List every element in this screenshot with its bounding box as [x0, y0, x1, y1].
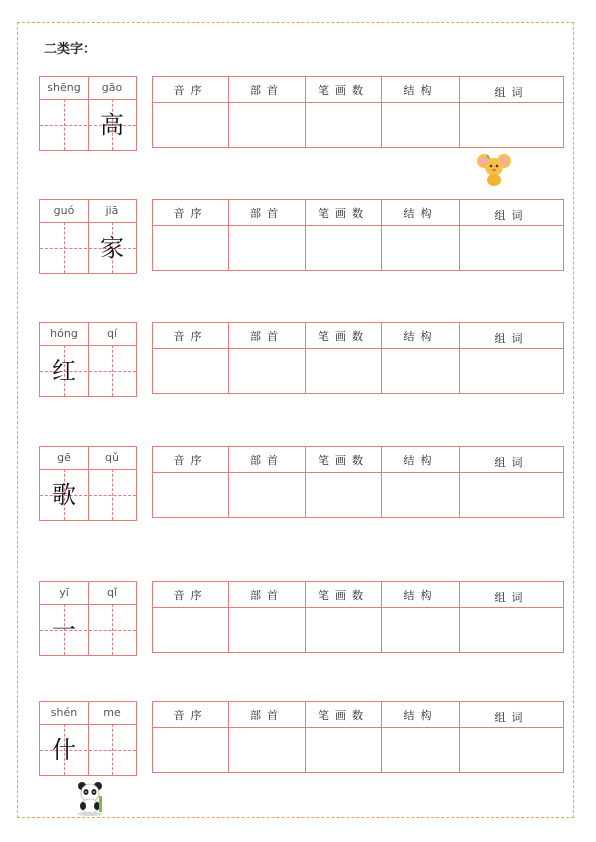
mouse-sticker-icon: [476, 152, 512, 188]
tianzige-box: [39, 701, 137, 776]
column-header: 部首: [229, 77, 306, 103]
character-info-table: [152, 199, 564, 271]
character-row: [39, 701, 565, 776]
answer-cell[interactable]: [153, 728, 229, 772]
column-header: 结构: [382, 447, 460, 473]
column-header: 结构: [382, 582, 460, 608]
tianzige-box: [39, 76, 137, 151]
answer-cell[interactable]: [460, 349, 563, 393]
character-info-table: [152, 581, 564, 653]
answer-cell[interactable]: [382, 473, 460, 517]
column-header: 结构: [382, 77, 460, 103]
character-row: [39, 199, 565, 274]
character-row: [39, 76, 565, 151]
pinyin-label: me: [103, 706, 121, 719]
pinyin-label: qǔ: [105, 451, 119, 464]
answer-cell[interactable]: [153, 103, 229, 147]
pinyin-label: shēng: [47, 81, 81, 94]
character-row: [39, 581, 565, 656]
answer-cell[interactable]: [306, 103, 382, 147]
page-title: 二类字：: [44, 42, 97, 57]
column-header: 组词: [460, 702, 563, 728]
column-header: 组词: [460, 323, 563, 349]
column-header: 音序: [153, 323, 229, 349]
column-header: 部首: [229, 582, 306, 608]
column-header: 组词: [460, 200, 563, 226]
column-header: 部首: [229, 200, 306, 226]
answer-cell[interactable]: [229, 728, 306, 772]
column-header: 部首: [229, 447, 306, 473]
character-label: 歌: [52, 481, 76, 509]
answer-cell[interactable]: [382, 103, 460, 147]
column-header: 笔画数: [306, 323, 382, 349]
column-header: 部首: [229, 702, 306, 728]
answer-cell[interactable]: [382, 728, 460, 772]
answer-cell[interactable]: [382, 608, 460, 652]
character-info-table: [152, 446, 564, 518]
column-header: 音序: [153, 77, 229, 103]
answer-cell[interactable]: [306, 226, 382, 270]
character-row: [39, 322, 565, 397]
character-label: 家: [100, 234, 124, 262]
column-header: 音序: [153, 447, 229, 473]
pinyin-label: qí: [106, 327, 118, 340]
pinyin-label: gē: [57, 451, 71, 464]
answer-cell[interactable]: [153, 473, 229, 517]
answer-cell[interactable]: [306, 349, 382, 393]
answer-cell[interactable]: [229, 349, 306, 393]
character-label: 一: [52, 616, 76, 644]
tianzige-box: [39, 581, 137, 656]
answer-cell[interactable]: [229, 473, 306, 517]
column-header: 笔画数: [306, 447, 382, 473]
tianzige-box: [39, 322, 137, 397]
character-info-table: [152, 322, 564, 394]
answer-cell[interactable]: [229, 608, 306, 652]
answer-cell[interactable]: [382, 226, 460, 270]
answer-cell[interactable]: [460, 473, 563, 517]
character-label: 什: [52, 736, 76, 764]
pinyin-label: gāo: [101, 81, 123, 94]
answer-cell[interactable]: [229, 226, 306, 270]
answer-cell[interactable]: [153, 608, 229, 652]
answer-cell[interactable]: [460, 103, 563, 147]
column-header: 组词: [460, 582, 563, 608]
answer-cell[interactable]: [306, 728, 382, 772]
column-header: 结构: [382, 702, 460, 728]
answer-cell[interactable]: [460, 608, 563, 652]
pinyin-label: shén: [50, 706, 78, 719]
column-header: 音序: [153, 582, 229, 608]
column-header: 部首: [229, 323, 306, 349]
character-info-table: [152, 701, 564, 773]
column-header: 笔画数: [306, 582, 382, 608]
column-header: 组词: [460, 77, 563, 103]
tianzige-box: [39, 446, 137, 521]
answer-cell[interactable]: [153, 226, 229, 270]
answer-cell[interactable]: [382, 349, 460, 393]
answer-cell[interactable]: [460, 226, 563, 270]
column-header: 结构: [382, 323, 460, 349]
tianzige-box: [39, 199, 137, 274]
column-header: 组词: [460, 447, 563, 473]
panda-sticker-icon: [74, 780, 108, 816]
column-header: 音序: [153, 702, 229, 728]
answer-cell[interactable]: [229, 103, 306, 147]
column-header: 音序: [153, 200, 229, 226]
pinyin-label: qǐ: [106, 586, 118, 599]
character-info-table: [152, 76, 564, 148]
pinyin-label: yī: [59, 586, 69, 599]
character-row: [39, 446, 565, 521]
column-header: 笔画数: [306, 77, 382, 103]
answer-cell[interactable]: [306, 608, 382, 652]
answer-cell[interactable]: [460, 728, 563, 772]
answer-cell[interactable]: [306, 473, 382, 517]
answer-cell[interactable]: [153, 349, 229, 393]
column-header: 笔画数: [306, 702, 382, 728]
column-header: 笔画数: [306, 200, 382, 226]
pinyin-label: hóng: [50, 327, 78, 340]
character-label: 高: [100, 111, 124, 139]
character-label: 红: [52, 357, 76, 385]
column-header: 结构: [382, 200, 460, 226]
pinyin-label: guó: [53, 204, 75, 217]
pinyin-label: jiā: [105, 204, 119, 217]
